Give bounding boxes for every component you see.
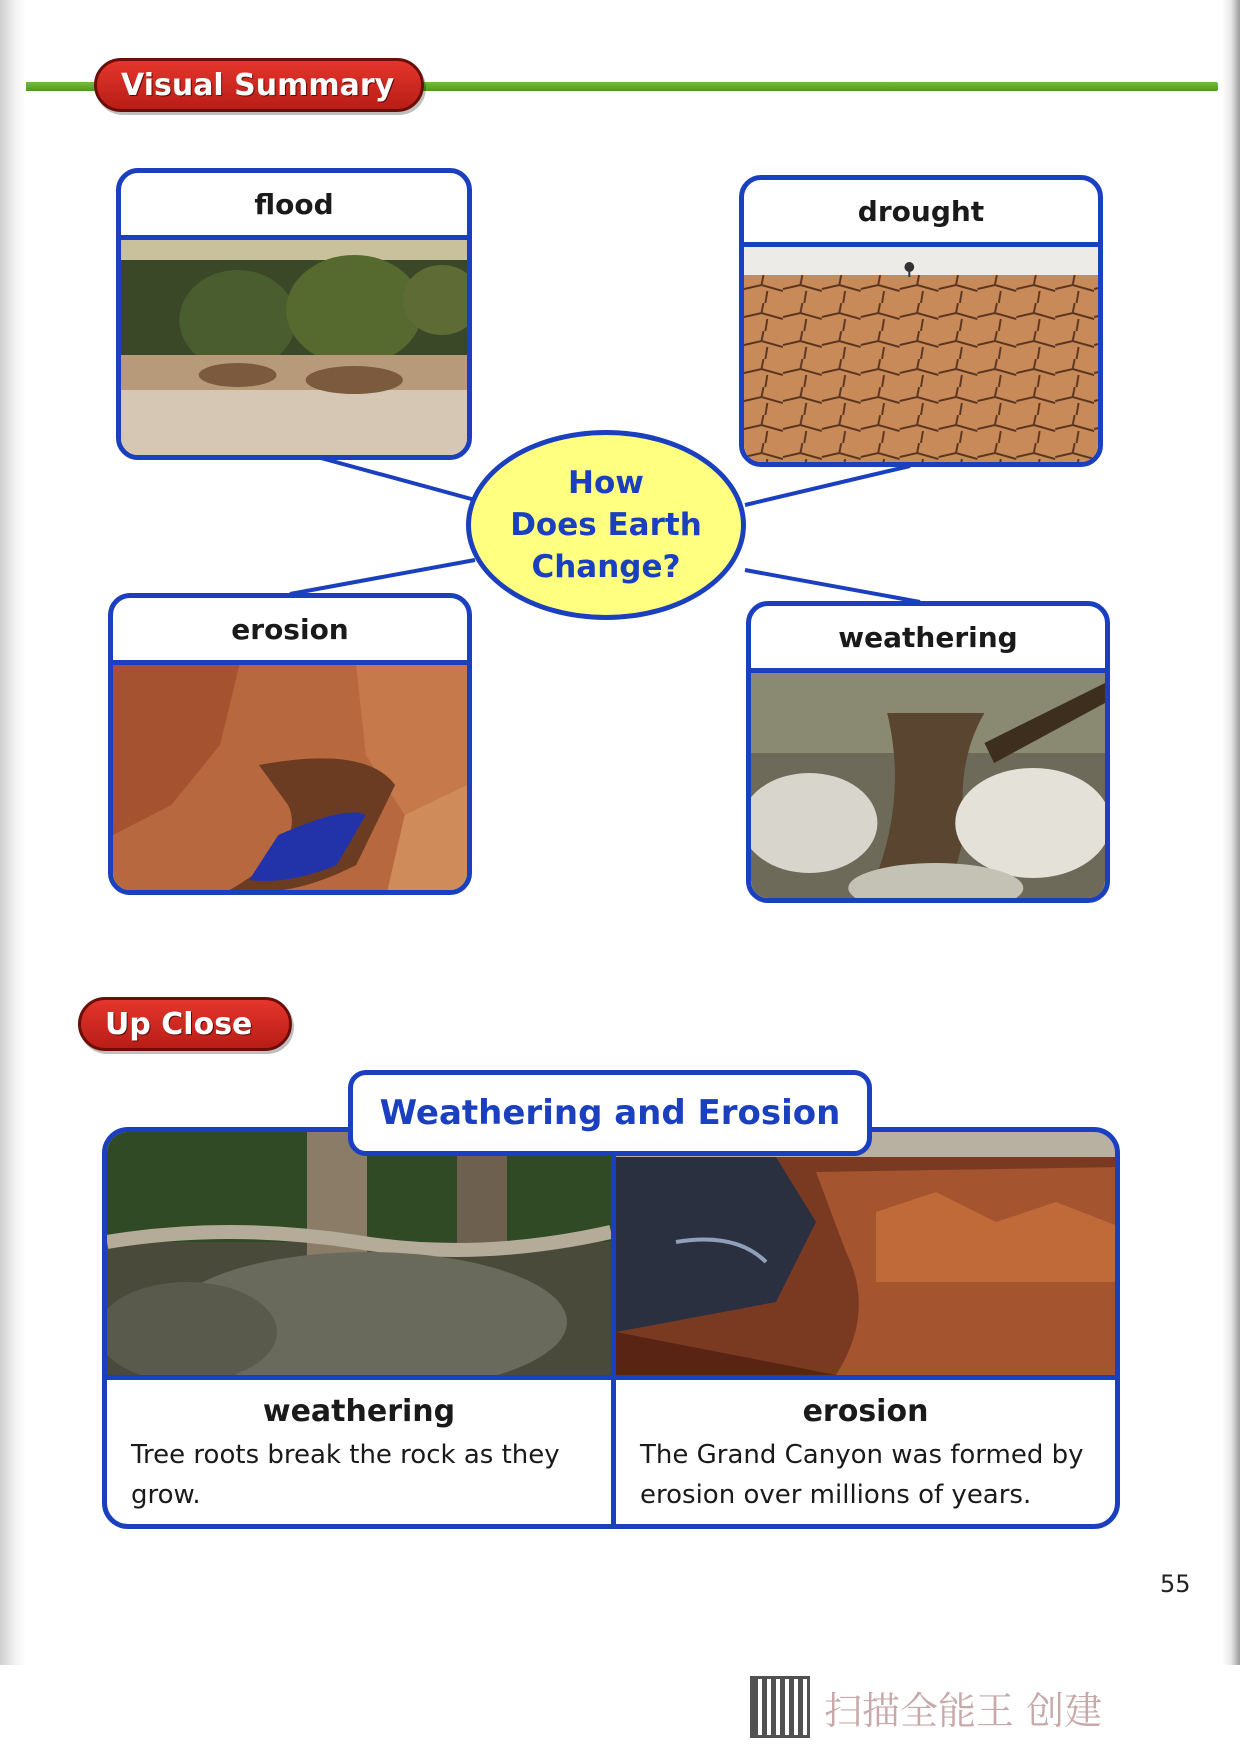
up-close-title-text: Weathering and Erosion: [379, 1093, 841, 1133]
drought-card: [739, 175, 1103, 467]
watermark-text: 扫描全能王 创建: [824, 1688, 1103, 1733]
watermark: [750, 1676, 1102, 1738]
header-bar: [380, 82, 1218, 91]
erosion-caption-text: The Grand Canyon was formed by erosion over millions of years.: [640, 1440, 1084, 1510]
weathering-label: weathering: [751, 606, 1105, 673]
drought-photo: [744, 247, 1098, 467]
erosion-caption-title: erosion: [802, 1394, 929, 1429]
flood-label: flood: [121, 173, 467, 240]
hub-line-2: Does Earth: [510, 507, 702, 543]
flood-photo: [121, 240, 467, 460]
page-number: 55: [1160, 1570, 1191, 1598]
erosion-label: erosion: [113, 598, 467, 665]
qr-code-icon: [750, 1676, 810, 1738]
drought-label: drought: [744, 180, 1098, 247]
tree-roots-photo: [107, 1132, 611, 1375]
up-close-right: [616, 1132, 1115, 1524]
erosion-photo: [113, 665, 467, 895]
connector-erosion: [290, 560, 475, 594]
weathering-card: [746, 601, 1110, 903]
up-close-title: [348, 1070, 872, 1156]
up-close-right-caption: [616, 1375, 1115, 1524]
flood-card: [116, 168, 472, 460]
visual-summary-pill: [94, 58, 424, 112]
visual-summary-label: Visual Summary: [121, 67, 395, 103]
up-close-pill: [78, 997, 292, 1051]
connector-drought: [745, 466, 910, 505]
hub-question: [466, 430, 746, 620]
hub-line-1: How: [568, 465, 644, 501]
weathering-caption-text: Tree roots break the rock as they grow.: [131, 1440, 560, 1510]
grand-canyon-photo: [616, 1132, 1120, 1375]
up-close-label: Up Close: [105, 1006, 253, 1042]
up-close-left: [107, 1132, 611, 1524]
connector-weathering: [745, 570, 920, 602]
weathering-caption-title: weathering: [262, 1394, 456, 1429]
weathering-photo: [751, 673, 1105, 903]
page-edge-right: [1222, 0, 1240, 1665]
connector-flood: [310, 455, 475, 500]
erosion-card: [108, 593, 472, 895]
page-edge: [0, 0, 26, 1665]
hub-line-3: Change?: [531, 549, 681, 585]
up-close-card: [102, 1127, 1120, 1529]
up-close-left-caption: [107, 1375, 611, 1524]
